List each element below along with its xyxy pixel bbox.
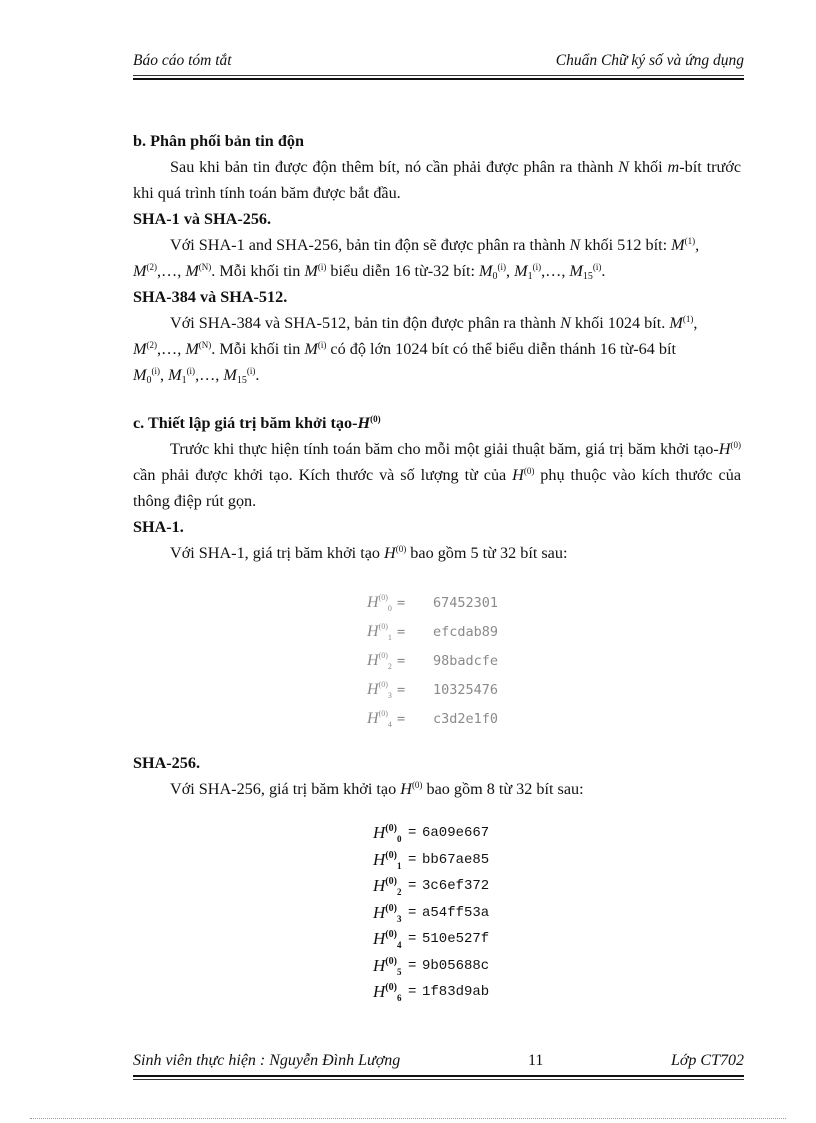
var-n: N [569, 236, 581, 254]
hash-symbol [367, 623, 397, 641]
sup: (0) [378, 621, 388, 631]
sub: 0 [492, 271, 498, 282]
equals-sign: = [397, 652, 406, 669]
hash-symbol [367, 594, 397, 612]
sup: (0) [378, 679, 388, 689]
sub: 4 [396, 940, 402, 951]
sup: (i) [151, 366, 160, 376]
footer-class: Lớp CT702 [670, 1052, 744, 1069]
sup: (i) [186, 366, 196, 376]
sup: (i) [592, 262, 602, 272]
sub: 3 [396, 913, 402, 924]
hash-row [373, 820, 489, 847]
var-m: M [514, 262, 528, 280]
header-right: Chuẩn Chữ ký số và ứng dụng [555, 52, 744, 69]
text: có độ lớn 1024 bít có thể biểu diễn thánh 16 từ-64 bít [326, 340, 676, 358]
var-h: H [373, 929, 386, 949]
text: Với SHA-1, giá trị băm khởi tạo [170, 544, 385, 562]
text: bao gồm 5 từ 32 bít sau: [406, 544, 568, 562]
equals-sign: = [408, 851, 417, 868]
footer-author: Sinh viên thực hiện : Nguyễn Đình Lượng [133, 1052, 401, 1069]
sub: 1 [181, 375, 187, 386]
text: phụ thuộc vào kích thước của thông điệp rút gọn. [133, 466, 742, 510]
hash-symbol [373, 876, 408, 896]
sep: , [506, 262, 515, 280]
sup: (0) [385, 929, 397, 941]
var-m: M [133, 262, 147, 280]
sub: 1 [527, 271, 533, 282]
document-body [133, 128, 741, 566]
header-rule-thin [133, 75, 744, 76]
sep: ,…, [541, 262, 570, 280]
sup: (0) [411, 780, 423, 790]
sha256-paragraph [133, 776, 741, 802]
sup: (0) [385, 849, 397, 861]
equals-sign: = [408, 904, 417, 921]
equals-sign: = [397, 681, 406, 698]
var-h: H [367, 709, 379, 727]
equals-sign: = [408, 825, 417, 842]
text: Với SHA-256, giá trị băm khởi tạo [170, 780, 401, 798]
hash-symbol [373, 929, 408, 949]
hash-symbol [373, 823, 408, 843]
hash-row [367, 675, 498, 704]
sha1-title: SHA-1. [133, 518, 184, 536]
hash-symbol [367, 681, 397, 699]
sha256-initial-hash-table [373, 820, 489, 1006]
var-h: H [400, 780, 412, 798]
hash-value: 10325476 [433, 681, 499, 698]
sub: 4 [387, 719, 392, 729]
section-c-title [133, 410, 741, 436]
var-m: M [304, 262, 318, 280]
sup: (0) [385, 876, 397, 888]
sha1-256-title: SHA-1 và SHA-256. [133, 210, 272, 228]
text: Mỗi khối tin [215, 340, 305, 358]
hash-symbol [373, 903, 408, 923]
var-h: H [367, 680, 379, 698]
text: c. Thiết lập giá trị băm khởi tạo- [133, 414, 358, 432]
sup: (i) [497, 262, 507, 272]
sub: 0 [387, 603, 392, 613]
text: Trước khi thực hiện tính toán băm cho mỗi một giải thuật băm, giá trị băm khởi tạo- [170, 440, 719, 458]
hash-symbol [373, 850, 408, 870]
var-m: M [133, 366, 147, 384]
sep: . [601, 262, 606, 280]
hash-value: 1f83d9ab [422, 984, 490, 1001]
hash-value: 9b05688c [422, 957, 490, 974]
sep: ,…, [156, 262, 186, 280]
sub: 2 [387, 661, 392, 671]
var-h: H [512, 466, 524, 484]
sup: (i) [246, 366, 256, 376]
sub: 15 [236, 375, 247, 386]
hash-row [373, 900, 489, 927]
page-edge [30, 1118, 786, 1119]
var-h: H [373, 902, 386, 922]
var-h: H [373, 849, 386, 869]
sep: . [255, 366, 260, 384]
sup: (0) [378, 650, 388, 660]
section-b-title: b. Phân phối bản tin độn [133, 132, 304, 150]
sup: (0) [385, 955, 397, 967]
sub: 2 [396, 887, 402, 898]
sha1-paragraph [133, 540, 741, 566]
hash-symbol [373, 956, 408, 976]
equals-sign: = [408, 984, 417, 1001]
sup: (0) [395, 544, 407, 554]
hash-value: a54ff53a [422, 904, 490, 921]
sup: (i) [317, 262, 327, 272]
var-h: H [373, 982, 386, 1002]
var-m: M [304, 340, 318, 358]
var-m: M [185, 262, 199, 280]
hash-value: 3c6ef372 [422, 878, 490, 895]
sup: (0) [385, 982, 397, 994]
equals-sign: = [397, 710, 406, 727]
sup: (0) [370, 414, 381, 424]
sup: (1) [684, 236, 696, 246]
sup: (1) [682, 314, 694, 324]
sep: . [211, 340, 216, 358]
text: khối 512 bít: [580, 236, 672, 254]
section-c-paragraph [133, 436, 741, 514]
sub: 1 [396, 860, 402, 871]
sup: (0) [378, 708, 388, 718]
hash-row [367, 646, 498, 675]
footer-rule-thick [133, 1075, 744, 1077]
hash-symbol [373, 982, 408, 1002]
var-n: N [560, 314, 571, 332]
text: khối 1024 bít. [570, 314, 670, 332]
var-m: M [669, 314, 683, 332]
hash-value: 98badcfe [433, 652, 499, 669]
var-h: H [367, 651, 379, 669]
sub: 5 [396, 966, 402, 977]
document-body-lower [133, 750, 741, 802]
sup: (0) [730, 440, 741, 450]
equals-sign: = [408, 931, 417, 948]
sha384-512-paragraph [133, 310, 741, 388]
sub: 0 [396, 834, 402, 845]
sep: ,…, [195, 366, 224, 384]
var-h: H [718, 440, 731, 458]
sup: (i) [532, 262, 542, 272]
sep: , [693, 314, 698, 332]
hash-value: bb67ae85 [422, 851, 490, 868]
var-m: M [185, 340, 199, 358]
sep: , [159, 366, 169, 384]
text: Sau khi bản tin được độn thêm bít, nó cần phải được phân ra thành [170, 158, 619, 176]
hash-value: 67452301 [433, 594, 499, 611]
hash-row [373, 979, 489, 1006]
text: bao gồm 8 từ 32 bít sau: [422, 780, 584, 798]
hash-value: efcdab89 [433, 623, 499, 640]
sep: ,…, [156, 340, 186, 358]
equals-sign: = [397, 594, 406, 611]
var-m: M [671, 236, 685, 254]
sub: 0 [146, 375, 152, 386]
var-h: H [367, 593, 379, 611]
equals-sign: = [408, 878, 417, 895]
footer-rule-thin [133, 1079, 744, 1080]
hash-row [373, 847, 489, 874]
sha384-512-title: SHA-384 và SHA-512. [133, 288, 288, 306]
var-h: H [373, 955, 386, 975]
var-m: M [479, 262, 493, 280]
sep: . [211, 262, 216, 280]
header-left: Báo cáo tóm tắt [133, 52, 232, 69]
sub: 3 [387, 690, 392, 700]
hash-row [367, 704, 498, 733]
header-rule-thick [133, 78, 744, 80]
text: Mỗi khối tin [215, 262, 305, 280]
text: Với SHA-384 và SHA-512, bản tin độn được phân ra thành [170, 314, 561, 332]
text: biểu diễn 16 từ-32 bít: [326, 262, 480, 280]
hash-value: 510e527f [422, 931, 490, 948]
hash-value: c3d2e1f0 [433, 710, 499, 727]
sup: (0) [378, 592, 388, 602]
text: Với SHA-1 and SHA-256, bản tin độn sẽ được phân ra thành [170, 236, 570, 254]
equals-sign: = [397, 623, 406, 640]
var-h: H [367, 622, 379, 640]
sub: 15 [582, 271, 593, 282]
text: -bít trước khi quá trình tính toán băm được bắt đầu. [133, 158, 742, 202]
text: cần phải được khởi tạo. Kích thước và số lượng từ của [133, 466, 513, 484]
sup: (i) [317, 340, 327, 350]
sup: (0) [385, 823, 397, 835]
sub: 6 [396, 993, 402, 1004]
text: khối [628, 158, 668, 176]
section-b-paragraph [133, 154, 741, 206]
var-m: M [168, 366, 182, 384]
var-m: m [667, 158, 680, 176]
sup: (N) [198, 262, 212, 272]
hash-row [373, 926, 489, 953]
hash-symbol [367, 710, 397, 728]
sha256-title: SHA-256. [133, 754, 201, 772]
var-h: H [373, 876, 386, 896]
sep: , [695, 236, 700, 254]
sha1-initial-hash-table [367, 588, 498, 733]
var-n: N [618, 158, 629, 176]
sup: (0) [523, 466, 535, 476]
sup: (2) [146, 262, 157, 272]
var-m: M [569, 262, 583, 280]
var-h: H [357, 414, 371, 432]
page-header [133, 52, 744, 74]
var-h: H [373, 823, 386, 843]
var-m: M [133, 340, 147, 358]
page-number: 11 [528, 1052, 544, 1069]
hash-row [373, 953, 489, 980]
hash-row [367, 617, 498, 646]
sup: (2) [146, 340, 157, 350]
sha1-256-paragraph [133, 232, 741, 284]
sup: (N) [198, 340, 212, 350]
hash-row [367, 588, 498, 617]
hash-symbol [367, 652, 397, 670]
hash-row [373, 873, 489, 900]
sup: (0) [385, 902, 397, 914]
var-h: H [384, 544, 396, 562]
equals-sign: = [408, 957, 417, 974]
hash-value: 6a09e667 [422, 825, 490, 842]
sub: 1 [387, 632, 392, 642]
var-m: M [223, 366, 237, 384]
